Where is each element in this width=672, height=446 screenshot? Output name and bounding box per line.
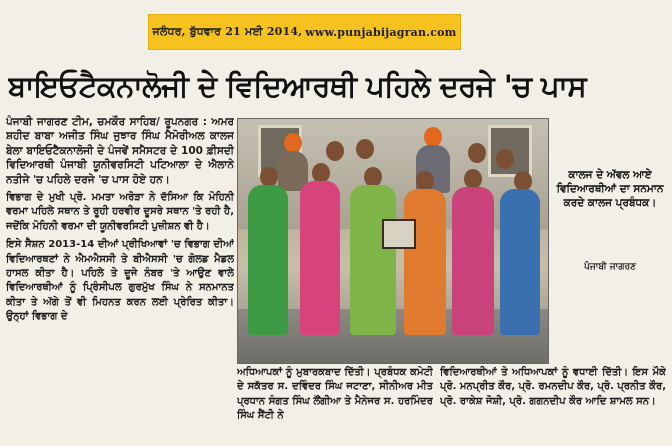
person bbox=[350, 185, 396, 335]
person-head bbox=[514, 171, 532, 191]
person bbox=[300, 181, 340, 335]
person-head bbox=[260, 167, 278, 187]
person-head bbox=[326, 141, 344, 161]
person-head bbox=[468, 143, 486, 163]
person-head bbox=[364, 167, 382, 187]
person bbox=[248, 185, 288, 335]
article-lead-paragraph: ਪੰਜਾਬੀ ਜਾਗਰਣ ਟੀਮ, ਚਮਕੌਰ ਸਾਹਿਬ/ ਰੂਪਨਗਰ : ਅਮਰ ਸ਼ਹੀਦ ਬਾਬਾ ਅਜੀਤ ਸਿੰਘ ਜੁਝਾਰ ਸਿੰਘ ਮੈਮੋਰੀਅਲ ਕਾਲਜ ਬੇਲਾ ਬਾਇਓਟੈਕਨਾਲੋਜੀ ਦੇ ਪੰਜਵੇਂ ਸਮੈਸਟਰ ਦੇ 100 ਫ਼ੀਸਦੀ ਵਿਦਿਆਰਥੀ ਪੰਜਾਬੀ ਯੂਨੀਵਰਸਿਟੀ ਪਟਿਆਲਾ ਦੇ ਐਲਾਨੇ ਨਤੀਜੇ 'ਚ ਪਹਿਲੇ ਦਰਜੇ 'ਚ ਪਾਸ ਹੋਏ ਹਨ। bbox=[6, 116, 234, 186]
person-head bbox=[424, 127, 442, 147]
masthead-website[interactable]: www.punjabijagran.com bbox=[305, 25, 457, 39]
person-head bbox=[416, 171, 434, 191]
group-photo bbox=[237, 118, 549, 364]
person bbox=[500, 189, 540, 335]
article-column-left bbox=[6, 115, 234, 445]
person-head bbox=[356, 139, 374, 159]
photo-credit: ਪੰਜਾਬੀ ਜਾਗਰਣ bbox=[584, 262, 636, 272]
person-head bbox=[464, 169, 482, 189]
article-headline: ਬਾਇਓਟੈਕਨਾਲੋਜੀ ਦੇ ਵਿਦਿਆਰਥੀ ਪਹਿਲੇ ਦਰਜੇ 'ਚ ਪਾਸ bbox=[8, 69, 587, 103]
article-paragraph-2: ਵਿਭਾਗ ਦੇ ਮੁਖੀ ਪ੍ਰੋ. ਮਮਤਾ ਅਰੋੜਾ ਨੇ ਦੱਸਿਆ ਕਿ ਮੋਹਿਨੀ ਵਰਮਾ ਪਹਿਲੇ ਸਥਾਨ ਤੇ ਰੂਹੀ ਹਰਵੀਰ ਦੂਸਰੇ ਸਥਾਨ 'ਤੇ ਰਹੀ ਹੈ, ਜਦੋਂਕਿ ਮੋਹਿਨੀ ਵਰਮਾ ਦੀ ਯੂਨੀਵਰਸਿਟੀ ਪੁਜ਼ੀਸ਼ਨ ਵੀ ਹੈ। bbox=[6, 192, 234, 232]
article-paragraph-3: ਇਸੇ ਸੈਸ਼ਨ 2013-14 ਦੀਆਂ ਪ੍ਰੀਖਿਆਵਾਂ 'ਚ ਵਿਭਾਗ ਦੀਆਂ ਵਿਦਿਆਰਥਣਾਂ ਨੇ ਐਮਐਸਸੀ ਤੇ ਬੀਐਸਸੀ 'ਚ ਗੋਲਡ ਮੈਡਲ ਹਾਸਲ ਕੀਤਾ ਹੈ। ਪਹਿਲੇ ਤੇ ਦੂਜੇ ਨੰਬਰ 'ਤੇ ਆਉਣ ਵਾਲੇ ਵਿਦਿਆਰਥੀਆਂ ਨੂੰ ਪ੍ਰਿੰਸੀਪਲ ਗੁਰਮੁੱਖ ਸਿੰਘ ਨੇ ਸਨਮਾਨਤ ਕੀਤਾ ਤੇ ਅੱਗੇ ਤੋਂ ਵੀ ਮਿਹਨਤ ਕਰਨ ਲਈ ਪ੍ਰੇਰਿਤ ਕੀਤਾ। ਉਨ੍ਹਾਂ ਵਿਭਾਗ ਦੇ bbox=[6, 239, 234, 323]
person bbox=[404, 189, 446, 335]
person-head bbox=[496, 149, 514, 169]
person-head bbox=[284, 133, 302, 153]
masthead-strip bbox=[148, 14, 461, 50]
photo-caption: ਕਾਲਜ ਦੇ ਅੱਵਲ ਆਏ ਵਿਦਿਆਰਥੀਆਂ ਦਾ ਸਨਮਾਨ ਕਰਦੇ ਕਾਲਜ ਪ੍ਰਬੰਧਕ। bbox=[556, 169, 664, 209]
person-head bbox=[312, 163, 330, 183]
masthead-dateline: ਜਲੰਧਰ, ਬੁੱਧਵਾਰ 21 ਮਈ 2014, bbox=[152, 25, 303, 38]
article-column-middle: ਅਧਿਆਪਕਾਂ ਨੂੰ ਮੁਬਾਰਕਬਾਦ ਦਿੱਤੀ। ਪ੍ਰਬੰਧਕ ਕਮੇਟੀ ਦੇ ਸਕੱਤਰ ਸ. ਦਵਿੰਦਰ ਸਿੰਘ ਜਟਾਣਾ, ਸੀਨੀਅਰ ਮੀਤ ਪ੍ਰਧਾਨ ਸੰਗਤ ਸਿੰਘ ਲੌਂਗੀਆ ਤੇ ਮੈਨੇਜਰ ਸ. ਹਰਮਿੰਦਰ ਸਿੰਘ ਸੈਂਟੀ ਨੇ bbox=[237, 367, 433, 422]
award-plaque bbox=[382, 219, 416, 249]
article-column-right: ਵਿਦਿਆਰਥੀਆਂ ਤੇ ਅਧਿਆਪਕਾਂ ਨੂੰ ਵਧਾਈ ਦਿੱਤੀ। ਇਸ ਮੌਕੇ ਪ੍ਰੋ. ਮਨਪ੍ਰੀਤ ਕੌਰ, ਪ੍ਰੋ. ਰਮਨਦੀਪ ਕੌਰ, ਪ੍ਰੋ. ਪ੍ਰਨੀਤ ਕੌਰ, ਪ੍ਰੋ. ਰਾਕੇਸ਼ ਜੋਸ਼ੀ, ਪ੍ਰੋ. ਗਗਨਦੀਪ ਕੌਰ ਆਦਿ ਸ਼ਾਮਲ ਸਨ। bbox=[440, 367, 666, 407]
person bbox=[452, 187, 494, 335]
